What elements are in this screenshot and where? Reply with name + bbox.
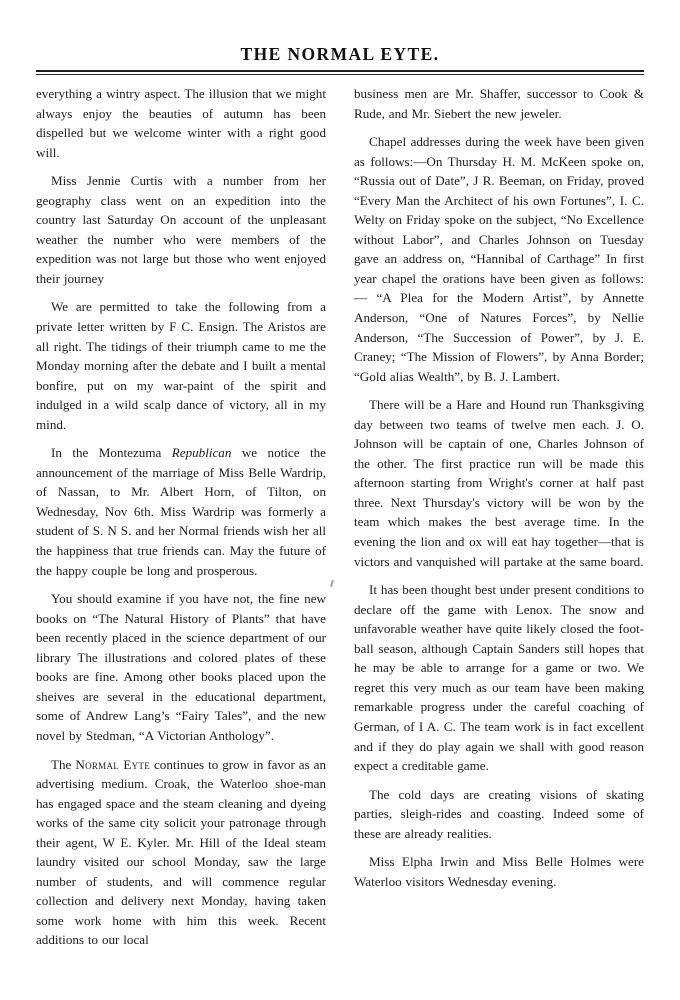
paragraph-business-men: business men are Mr. Shaffer, successor to Cook & Rude, and Mr. Siebert the new jeweler. bbox=[354, 86, 644, 121]
paragraph-jennie-curtis: Miss Jennie Curtis with a number from her geography class went on an expedition into the country last Saturday On account of the unpleasant weather the number who were members of the expedition was not large but those who went enjoyed their journey bbox=[36, 173, 326, 286]
advertising-suffix: continues to grow in favor as an advertising medium. Croak, the Waterloo shoe-man has engaged space and the steam cleaning and dyeing works of the same city solicit your patronage through their agent, W E. Kyler. Mr. Hill of the Ideal steam laundry visited our school Monday, saw the large number of students, and will commence regular collection and delivery next Monday, having taken some work home with him this week. Recent additions to our local bbox=[36, 756, 327, 948]
paragraph-library-books: You should examine if you have not, the fine new books on “The Natural History of Plants” that have been recently placed in the science department of our library The illustrations and colored plates of these books are fine. Among other books placed upon the sheives are several in the educational department, some of Andrew Lang’s “Fairy Tales”, and the new novel by Stedman, “A Victorian Anthology”. bbox=[36, 591, 326, 743]
page-title: THE NORMAL EYTE. bbox=[240, 44, 440, 64]
paragraph-chapel-addresses: Chapel addresses during the week have been given as follows:—On Thursday H. M. McKeen spoke on, “Russia out of Date”, J R. Beeman, on Friday, proved “Every Man the Architect of his own Fortunes”, I. C. Welty on Friday spoke on the subject, “No Excellence without Labor”, and Charles Johnson on Tuesday gave an address on, “Hannibal of Carthage” In first year chapel the orations have been given as follows:— “A Plea for the Modern Artist”, by Annette Anderson, “One of Natures Forces”, by Nellie Anderson, “The Succession of Power”, by J. E. Craney; “The Mission of Flowers”, by Anna Border; “Gold alias Wealth”, by B. J. Lambert. bbox=[354, 134, 644, 384]
paragraph-cold-days: The cold days are creating visions of skating parties, sleigh-rides and coasting. Indeed some of these are already realities. bbox=[354, 786, 644, 841]
paragraph-ensign-letter: We are permitted to take the following from a private letter written by F C. Ensign. The Aristos are all right. The tidings of their triumph came to me the Monday morning after the debate and I built a mental bonfire, put on my war-paint of the spirit and indulged in a wild scalp dance of victory, all in my mind. bbox=[36, 299, 326, 432]
column-right bbox=[354, 84, 644, 974]
montezuma-prefix: In the Montezuma bbox=[51, 445, 172, 461]
paragraph-advertising-medium bbox=[36, 755, 326, 950]
column-left bbox=[36, 84, 326, 974]
publication-name-normal-eyte: Normal Eyte bbox=[75, 756, 151, 772]
masthead bbox=[0, 44, 680, 65]
divider-rule-thin bbox=[36, 74, 644, 75]
publication-name-republican: Republican bbox=[171, 445, 232, 461]
article-columns bbox=[36, 84, 644, 974]
paragraph-waterloo-visitors: Miss Elpha Irwin and Miss Belle Holmes were Waterloo visitors Wednesday evening. bbox=[354, 854, 644, 889]
advertising-prefix: The bbox=[51, 756, 76, 772]
masthead-divider bbox=[36, 70, 644, 75]
paragraph-hare-and-hound: There will be a Hare and Hound run Thanksgiving day between two teams of twelve men each. J. O. Johnson will be captain of one, Charles Johnson of the other. The first practice run will be made this afternoon starting from Wright's corner at half past three. Next Thursday's victory will be won by the team which makes the best average time. In the evening the lion and ox will eat hay together—that is victors and vanquished will partake at the same board. bbox=[354, 397, 644, 569]
montezuma-suffix: we notice the announcement of the marriage of Miss Belle Wardrip, of Nassan, to Mr. Albert Horn, of Tilton, on Wednesday, Nov 6th. Miss Wardrip was formerly a student of S. N S. and her Normal friends wish her all the happiness that true friends can. May the future of the happy couple be long and prosperous. bbox=[36, 445, 326, 578]
paragraph-autumn-illusion: everything a wintry aspect. The illusion that we might always enjoy the beauties of autumn has been dispelled but we welcome winter with a right good will. bbox=[36, 86, 326, 160]
paragraph-montezuma-marriage bbox=[36, 443, 326, 580]
paragraph-lenox-game: It has been thought best under present conditions to declare off the game with Lenox. The snow and unfavorable weather have quite likely closed the foot-ball season, although Captain Sanders still hopes that he may be able to arrange for a game or two. We regret this very much as our team have been making remarkable progress under the careful coaching of German, of I A. C. The team work is in fact excellent and if they do play again we shall with good reason expect a creditable game. bbox=[354, 582, 644, 774]
